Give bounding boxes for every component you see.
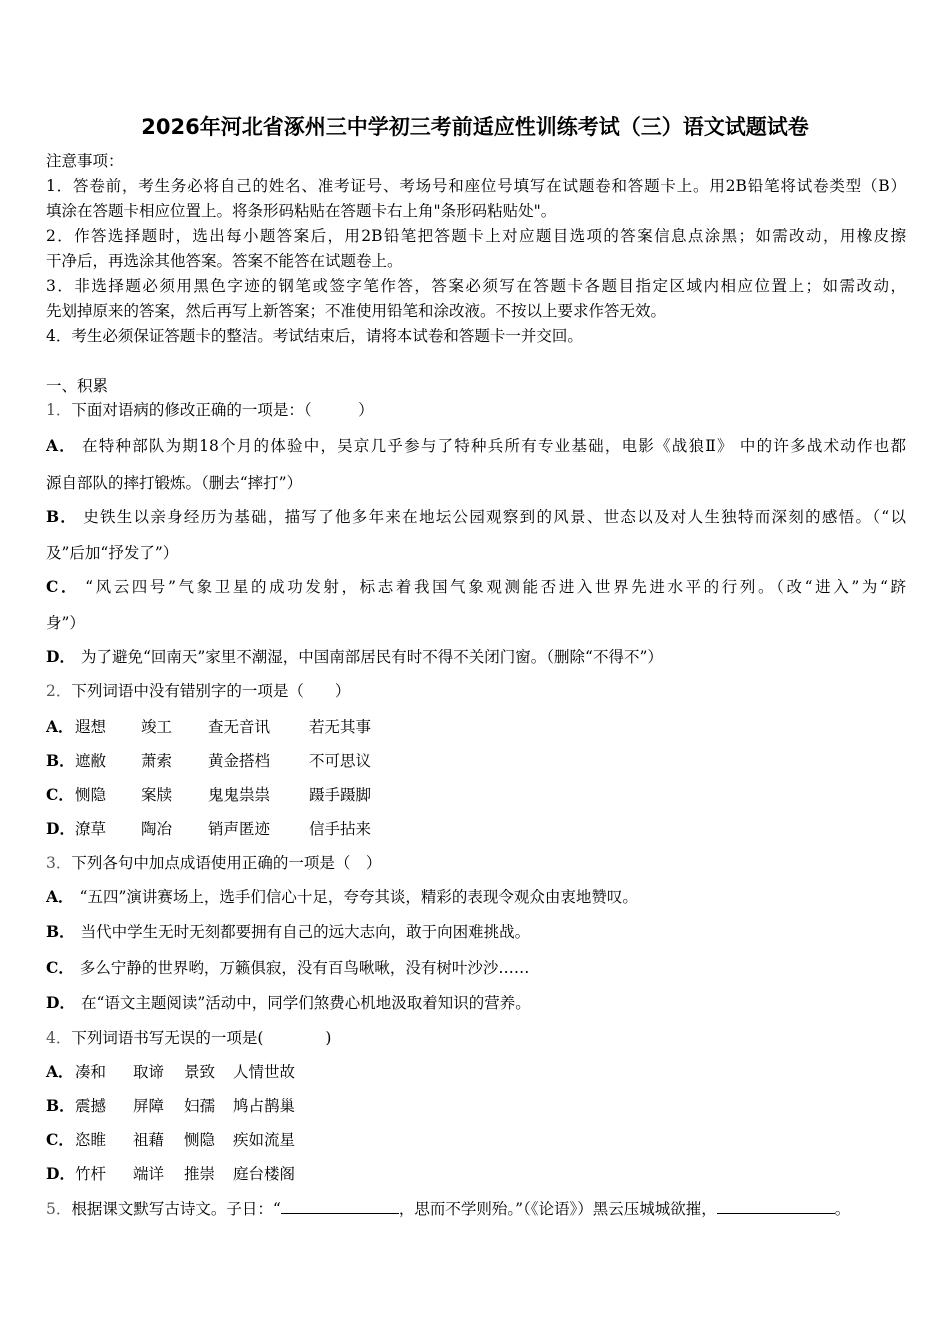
option-label: B． — [46, 1096, 75, 1115]
question-number: 2． — [46, 682, 72, 700]
q3-option-a — [46, 887, 638, 907]
question-5 — [46, 1199, 850, 1219]
q4-option-b — [46, 1096, 346, 1116]
note-line: 先划掉原来的答案，然后再写上新答案；不准使用铅笔和涂改液。不按以上要求作答无效。 — [46, 302, 667, 320]
option-word: 若无其事 — [309, 718, 372, 736]
option-label: D． — [46, 1164, 75, 1183]
option-word: 恻隐 — [75, 786, 107, 804]
page-title: 2026年河北省涿州三中学初三考前适应性训练考试（三）语文试题试卷 — [141, 115, 809, 139]
option-label: C． — [46, 785, 74, 804]
option-text: 史铁生以亲身经历为基础，描写了他多年来在地坛公园观察到的风景、世态以及对人生独特而深刻的感悟。（“以 — [83, 508, 906, 526]
q3-option-b — [46, 922, 530, 942]
option-word: 端详 — [133, 1165, 165, 1183]
fill-blank[interactable] — [281, 1199, 399, 1214]
option-text: 当代中学生无时无刻都要拥有自己的远大志向，敢于向困难挑战。 — [80, 923, 531, 941]
option-word: 妇孺 — [184, 1097, 216, 1115]
note-line: 3．非选择题必须用黑色字迹的钢笔或签字笔作答，答案必须写在答题卡各题目指定区域内相应位置上；如需改动， — [46, 277, 906, 295]
q4-option-d — [46, 1164, 346, 1184]
option-word: 鸠占鹊巢 — [233, 1097, 296, 1115]
option-text: “风云四号”气象卫星的成功发射，标志着我国气象观测能否进入世界先进水平的行列。（改“进入”为“跻 — [85, 578, 907, 596]
fill-blank[interactable] — [717, 1199, 835, 1214]
option-word: 案牍 — [141, 786, 173, 804]
option-word: 景致 — [184, 1063, 216, 1081]
question-text: 下面对语病的修改正确的一项是：（ ） — [71, 401, 374, 419]
q2-option-b — [46, 751, 446, 771]
q3-option-c — [46, 958, 529, 978]
option-word: 人情世故 — [233, 1063, 296, 1081]
q1-option-d — [46, 647, 663, 667]
q2-option-a — [46, 717, 446, 737]
option-label: D． — [46, 819, 75, 838]
option-text: 为了避免“回南天”家里不潮湿，中国南部居民有时不得不关闭门窗。（删除“不得不”） — [80, 648, 663, 666]
option-word: 遐想 — [75, 718, 107, 736]
option-word: 祖藉 — [133, 1131, 165, 1149]
option-label: A． — [46, 887, 74, 906]
question-number: 4． — [46, 1029, 72, 1047]
q4-option-a — [46, 1062, 346, 1082]
option-word: 竹杆 — [75, 1165, 107, 1183]
note-line: 1．答卷前，考生务必将自己的姓名、准考证号、考场号和座位号填写在试题卷和答题卡上。用2B铅笔将试卷类型（B） — [46, 177, 906, 195]
option-word: 黄金搭档 — [208, 752, 271, 770]
option-text: 多么宁静的世界哟，万籁俱寂，没有百鸟啾啾，没有树叶沙沙…… — [79, 959, 530, 977]
option-text: 在特种部队为期18个月的体验中，吴京几乎参与了特种兵所有专业基础，电影《战狼Ⅱ》 中的许多战术动作也都 — [82, 437, 906, 455]
option-label: A． — [46, 1062, 74, 1081]
question-number: 1． — [46, 401, 72, 419]
q3-option-d — [46, 993, 531, 1013]
question-number: 5． — [46, 1200, 72, 1218]
option-label: C． — [46, 958, 74, 977]
option-label: C． — [46, 1130, 74, 1149]
option-text: 在“语文主题阅读”活动中，同学们煞费心机地汲取着知识的营养。 — [80, 994, 531, 1012]
notes-heading: 注意事项： — [46, 152, 124, 170]
note-line: 2．作答选择题时，选出每小题答案后，用2B铅笔把答题卡上对应题目选项的答案信息点涂黑；如需改动，用橡皮擦 — [46, 227, 906, 245]
option-label: B． — [46, 507, 78, 526]
option-word: 遮敝 — [75, 752, 107, 770]
question-number: 3． — [46, 854, 72, 872]
option-word: 取谛 — [133, 1063, 165, 1081]
option-label: B． — [46, 751, 75, 770]
question-text: ，思而不学则殆。”（《论语》）黑云压城城欲摧， — [398, 1200, 717, 1218]
option-text: “五四”演讲赛场上，选手们信心十足，夸夸其谈，精彩的表现令观众由衷地赞叹。 — [79, 888, 638, 906]
note-line: 4．考生必须保证答题卡的整洁。考试结束后，请将本试卷和答题卡一并交回。 — [46, 327, 583, 345]
question-text: 下列词语中没有错别字的一项是（ ） — [71, 682, 351, 700]
option-word: 竣工 — [141, 718, 173, 736]
note-line: 填涂在答题卡相应位置上。将条形码粘贴在答题卡右上角"条形码粘贴处"。 — [46, 202, 557, 220]
question-text: 根据课文默写古诗文。子日：“ — [71, 1200, 281, 1218]
question-text: 下列词语书写无误的一项是( ) — [71, 1029, 332, 1047]
option-word: 推崇 — [184, 1165, 216, 1183]
question-4-stem — [46, 1028, 331, 1048]
option-label: B． — [46, 922, 75, 941]
q2-option-c — [46, 785, 446, 805]
option-word: 查无音讯 — [208, 718, 271, 736]
q2-option-d — [46, 819, 446, 839]
option-word: 不可思议 — [309, 752, 372, 770]
option-word: 疾如流星 — [233, 1131, 296, 1149]
option-word: 凑和 — [75, 1063, 107, 1081]
option-word: 庭台楼阁 — [233, 1165, 296, 1183]
option-label: A． — [46, 436, 76, 455]
note-line: 干净后，再选涂其他答案。答案不能答在试题卷上。 — [46, 252, 403, 270]
option-word: 销声匿迹 — [208, 820, 271, 838]
q1-option-a-cont: 源自部队的摔打锻炼。（删去“摔打”） — [46, 474, 303, 492]
question-1-stem — [46, 400, 374, 420]
option-word: 信手拈来 — [309, 820, 372, 838]
option-word: 屏障 — [133, 1097, 165, 1115]
q1-option-b — [46, 507, 906, 527]
option-word: 萧索 — [141, 752, 173, 770]
option-word: 震撼 — [75, 1097, 107, 1115]
q4-option-c — [46, 1130, 346, 1150]
option-word: 恣睢 — [75, 1131, 107, 1149]
option-label: C． — [46, 577, 80, 596]
question-3-stem — [46, 853, 381, 873]
option-label: D． — [46, 993, 75, 1012]
section-heading: 一、积累 — [46, 377, 109, 395]
q1-option-a — [46, 436, 906, 456]
q1-option-c-cont: 身”） — [46, 614, 85, 632]
option-word: 潦草 — [75, 820, 107, 838]
question-text: 下列各句中加点成语使用正确的一项是（ ） — [71, 854, 382, 872]
option-label: D． — [46, 647, 75, 666]
option-word: 蹑手蹑脚 — [309, 786, 372, 804]
option-word: 鬼鬼祟祟 — [208, 786, 271, 804]
option-word: 陶冶 — [141, 820, 173, 838]
option-word: 恻隐 — [184, 1131, 216, 1149]
q1-option-c — [46, 577, 906, 597]
option-label: A． — [46, 717, 74, 736]
question-text: 。 — [834, 1200, 851, 1218]
q1-option-b-cont: 及”后加“抒发了”） — [46, 544, 179, 562]
question-2-stem — [46, 681, 350, 701]
